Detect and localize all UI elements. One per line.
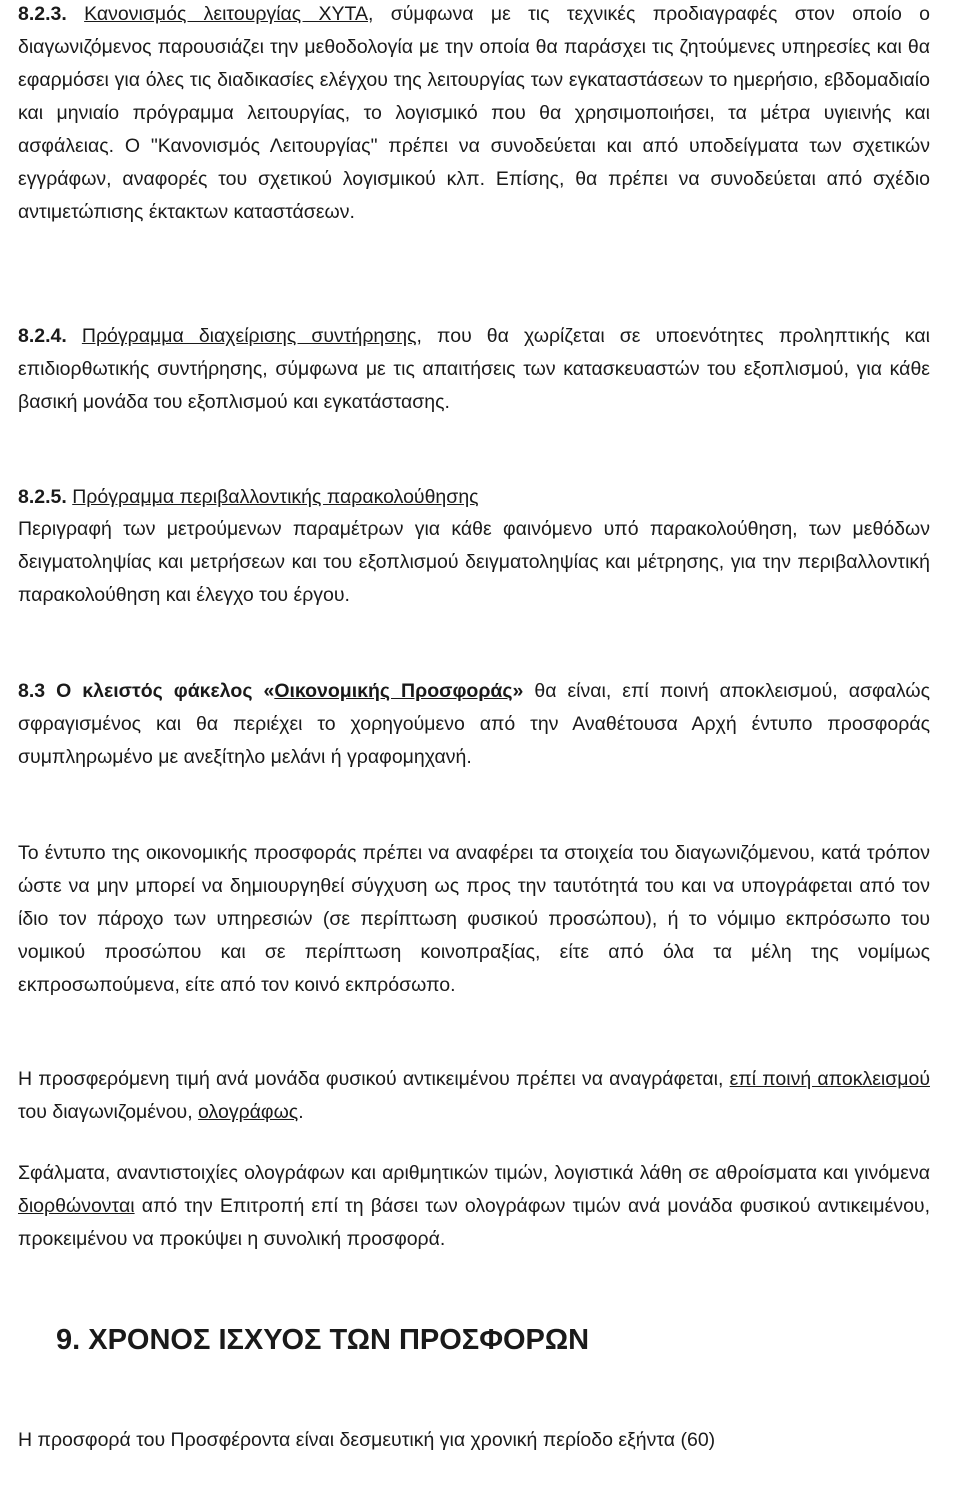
section-body: σύμφωνα με τις τεχνικές προδιαγραφές στον οποίο ο διαγωνιζόμενος παρουσιάζει την μεθοδολογία με την οποία θα παράσχει τις ζητούμενες υπηρεσίες και θα εφαρμόσει για όλες τις διαδικασίες ελέγχου της λειτουργίας των εγκαταστάσεων το ημερήσιο, εβδομαδιαίο και μηνιαίο πρόγραμμα λειτουργίας, το λογισμικό που θα χρησιμοποιήσει, τα μέτρα υγιεινής και ασφάλειας. Ο "Κανονισμός Λειτουργίας" πρέπει να συνοδεύεται και από υποδείγματα των σχετικών εγγράφων, αναφορές του σχετικού λογισμικού κλπ. Επίσης, θα πρέπει να συνοδεύεται από σχέδιο αντιμετώπισης έκτακτων καταστάσεων. [18,3,930,223]
section-body: θα είναι, επί ποινή αποκλεισμού, ασφαλώς σφραγισμένος και θα περιέχει το χορηγούμενο από την Αναθέτουσα Αρχή έντυπο προσφοράς συμπληρωμένο με ανεξίτηλο μελάνι ή γραφομηχανή. [18,680,931,768]
section-8-3-paragraph [18,675,930,774]
section-lead-post: » [512,680,524,702]
section-title: Πρόγραμμα περιβαλλοντικής παρακολούθησης [72,486,479,508]
price-paragraph [18,1063,930,1129]
underlined-run: επί ποινή αποκλεισμού [729,1068,930,1090]
section-number: 8.2.5. [18,486,67,508]
validity-paragraph: Η προσφορά του Προσφέροντα είναι δεσμευτική για χρονική περίοδο εξήντα (60) [18,1429,716,1451]
section-title: Κανονισμός λειτουργίας ΧΥΤΑ, [84,3,374,25]
section-number: 8.2.3. [18,3,67,25]
section-8-2-3-paragraph [18,0,930,229]
section-lead-pre: 8.3 Ο κλειστός φάκελος « [18,680,275,702]
text-run: από την Επιτροπή επί τη βάσει των ολογράφων τιμών ανά μονάδα φυσικού αντικειμένου, προκειμένου να προκύψει η συνολική προσφορά. [18,1195,930,1250]
section-lead-underlined: Οικονομικής Προσφοράς [274,680,513,702]
section-8-2-5-body: Περιγραφή των μετρούμενων παραμέτρων για κάθε φαινόμενο υπό παρακολούθηση, των μεθόδων δειγματοληψίας και μετρήσεων και του εξοπλισμού δειγματοληψίας και μέτρησης, για την περιβαλλοντική παρακολούθηση και έλεγχο του έργου. [18,518,930,606]
section-body: που θα χωρίζεται σε υποενότητες προληπτικής και επιδιορθωτικής συντήρησης, σύμφωνα με τις απαιτήσεις των κατασκευαστών του εξοπλισμού, για κάθε βασική μονάδα του εξοπλισμού και εγκατάστασης. [18,325,930,413]
section-8-2-5-title-line [18,481,930,514]
section-8-2-4-paragraph [18,320,930,419]
section-title: Πρόγραμμα διαχείρισης συντήρησης, [81,325,422,347]
text-run: . [298,1101,304,1123]
section-9-heading: 9. ΧΡΟΝΟΣ ΙΣΧΥΟΣ ΤΩΝ ΠΡΟΣΦΟΡΩΝ [56,1324,590,1356]
section-number: 8.2.4. [18,325,67,347]
form-paragraph: Το έντυπο της οικονομικής προσφοράς πρέπει να αναφέρει τα στοιχεία του διαγωνιζόμενου, κατά τρόπον ώστε να μην μπορεί να δημιουργηθεί σύγχυση ως προς την ταυτότητά του και να υπογράφεται από τον ίδιο τον πάροχο των υπηρεσιών (σε περίπτωση φυσικού προσώπου), ή το νόμιμο εκπρόσωπο του νομικού προσώπου και σε περίπτωση κοινοπραξίας, είτε από όλα τα μέλη της νομίμως εκπροσωπούμενα, είτε από τον κοινό εκπρόσωπο. [18,842,930,996]
text-run: Σφάλματα, αναντιστοιχίες ολογράφων και αριθμητικών τιμών, λογιστικά λάθη σε αθροίσματα και γινόμενα [18,1162,930,1184]
underlined-run: διορθώνονται [18,1195,135,1217]
text-run: του διαγωνιζομένου, [18,1101,199,1123]
underlined-run: ολογράφως [198,1101,299,1123]
errors-paragraph [18,1157,930,1256]
text-run: Η προσφερόμενη τιμή ανά μονάδα φυσικού αντικειμένου πρέπει να αναγράφεται, [18,1068,730,1090]
